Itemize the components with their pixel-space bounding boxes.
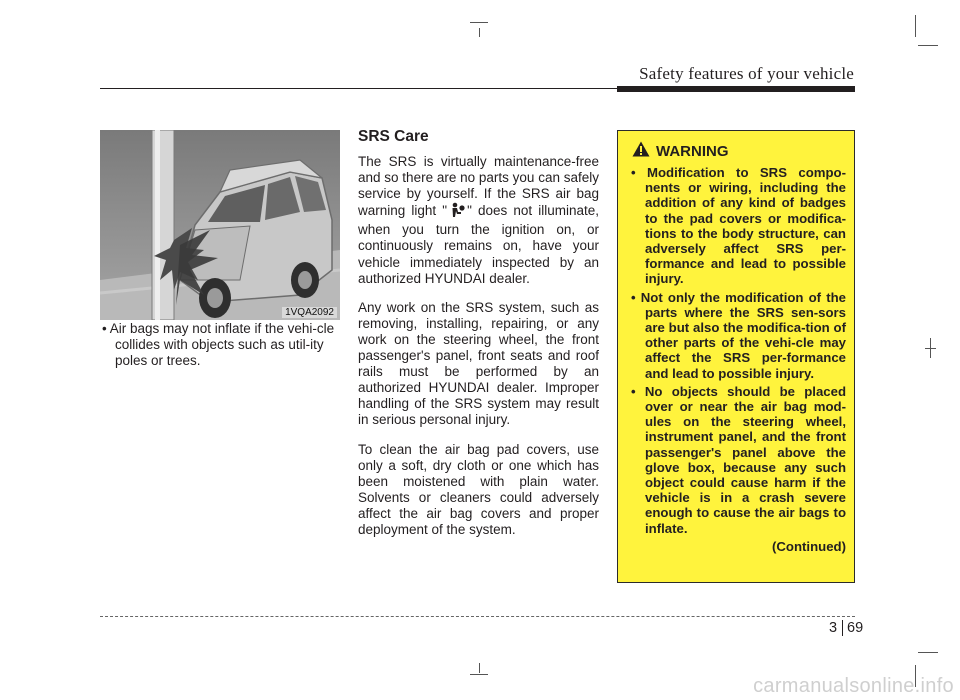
watermark: carmanualsonline.info — [753, 675, 954, 697]
warning-label: WARNING — [656, 143, 729, 160]
continued-label: (Continued) — [772, 538, 846, 554]
warning-header — [632, 141, 846, 162]
srs-care-heading: SRS Care — [358, 128, 429, 145]
warning-item: • Not only the modification of the parts where the SRS sen-sors are but also the modifica-tion of other parts of the vehi-cle may affect the SRS per-formance and lead to possible injury. — [631, 289, 846, 381]
crop-mark — [925, 348, 936, 349]
warning-item: • No objects should be placed over or near the air bag mod-ules on the steering wheel, instrument panel, and the front passenger's panel above the glove box, because any such object could cause harm if the vehicle is in a crash severe enough to cause the air bags to inflate. — [631, 383, 847, 536]
srs-care-paragraph-1 — [358, 154, 599, 287]
warning-item: • Modification to SRS compo-nents or wiring, including the addition of any kind of badges to the pad covers or modifica-tions to the body structure, can adversely affect SRS per-formance and lead to possible injury. — [631, 165, 847, 287]
warning-list — [624, 165, 846, 536]
car-pole-illustration — [100, 130, 340, 320]
warning-item-text: Modification to SRS compo-nents or wiring, including the addition of any kind of badges to the pad covers or modifica-tions to the body structure, can adversely affect SRS per-formance and lead to possible injury. — [645, 165, 847, 287]
bullet-airbag-pole-note: • Air bags may not inflate if the vehi-cle collides with objects such as util-ity poles or trees. — [102, 321, 335, 368]
warning-item-text: No objects should be placed over or near the air bag mod-ules on the steering wheel, instrument panel, and the front passenger's panel above the glove box, because any such object could cause harm if the vehicle is in a crash severe enough to cause the air bags to inflate. — [644, 383, 847, 536]
paragraph-text: The SRS is virtually maintenance-free and so there are no parts you can safely service by yourself. If the SRS air bag warning light " — [358, 154, 599, 219]
crop-mark — [479, 663, 480, 673]
srs-care-paragraph-3: To clean the air bag pad covers, use only a soft, dry cloth or one which has been moistened with plain water. Solvents or cleaners could adversely affect the air bag covers and proper deployment of the system. — [358, 441, 599, 537]
crop-mark — [918, 45, 938, 46]
bullet-text: Air bags may not inflate if the vehi-cle collides with objects such as util-ity poles or trees. — [109, 321, 335, 368]
page-number: 69 — [847, 620, 864, 636]
airbag-warning-light-icon — [449, 202, 465, 222]
header-rule-accent — [617, 86, 855, 92]
page-number-divider — [842, 620, 843, 636]
chapter-number: 3 — [829, 620, 838, 636]
figure-code: 1VQA2092 — [282, 307, 337, 318]
crop-mark — [470, 22, 488, 23]
crop-mark — [918, 652, 938, 653]
illustration-car-pole-collision — [100, 130, 340, 320]
crop-mark — [479, 28, 480, 37]
warning-box — [617, 130, 855, 583]
footer-rule — [100, 616, 855, 617]
srs-care-section — [358, 128, 599, 551]
crop-mark — [915, 15, 916, 37]
paragraph-text: " does not illuminate, when you turn the ignition on, or continuously remains on, have your vehicle immediately inspected by an authorized HYUNDAI dealer. — [358, 203, 599, 286]
warning-triangle-icon — [632, 141, 650, 162]
crop-mark — [470, 674, 488, 675]
srs-care-paragraph-2: Any work on the SRS system, such as removing, installing, repairing, or any work on the steering wheel, the front passenger's panel, front seats and roof rails must be performed by an authorized HYUNDAI dealer. Improper handling of the SRS system may result in serious personal injury. — [358, 299, 599, 428]
section-title: Safety features of your vehicle — [639, 64, 854, 83]
warning-item-text: Not only the modification of the parts where the SRS sen-sors are but also the modifica-tion of other parts of the vehi-cle may affect the SRS per-formance and lead to possible injury. — [640, 289, 846, 381]
